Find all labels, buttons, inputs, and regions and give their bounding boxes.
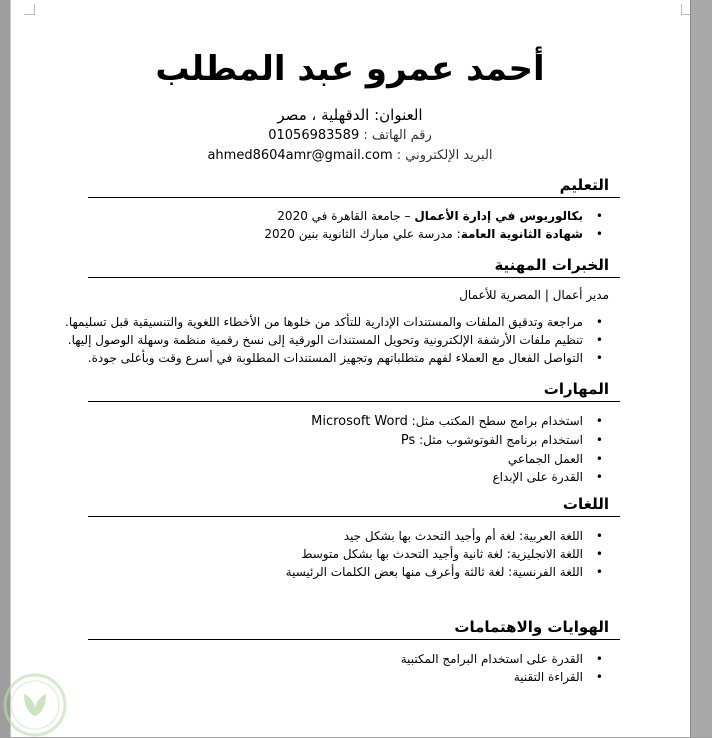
margin-corner-mark (24, 4, 35, 15)
address-line: العنوان: الدقهلية ، مصر (277, 106, 423, 124)
list-item: • تنظيم ملفات الأرشفة الإلكترونية وتحويل المستندات الورقية إلى نسخ رقمية منظمة وسهلة الوصول إليها. (67, 333, 603, 347)
list-item: • القراءة التقنية (513, 670, 603, 684)
list-item: • العمل الجماعي (507, 452, 603, 466)
hobbies-list (88, 650, 609, 686)
list-item: • استخدام برنامج الفوتوشوب مثل: Ps (400, 433, 603, 448)
languages-heading: اللغات (562, 495, 609, 513)
list-item: • اللغة العربية: لغة أم وأجيد التحدث بها بشكل جيد (343, 529, 603, 543)
list-item: • اللغة الانجليزية: لغة ثانية وأجيد التحدث بها بشكل متوسط (301, 547, 603, 561)
window-scrollbar[interactable] (690, 0, 712, 737)
skills-list (88, 412, 609, 486)
education-heading: التعليم (559, 176, 609, 194)
list-item: • استخدام برامج سطح المكتب مثل: Microsoft Word (311, 414, 603, 429)
experience-heading: الخبرات المهنية (494, 256, 609, 274)
phone-value: 01056983589 (268, 128, 360, 143)
experience-list (65, 313, 609, 367)
email-value: ahmed8604amr@gmail.com (207, 148, 393, 163)
hobbies-heading: الهوايات والاهتمامات (454, 618, 609, 636)
education-list (88, 207, 609, 243)
list-item: • القدرة على استخدام البرامج المكتبية (400, 652, 603, 666)
list-item: • بكالوريوس في إدارة الأعمال – جامعة القاهرة في 2020 (277, 209, 603, 223)
email-line (90, 147, 610, 165)
section-rule (88, 401, 620, 402)
section-rule (88, 197, 620, 198)
list-item: • شهادة الثانوية العامة: مدرسة علي مبارك الثانوية بنين 2020 (264, 227, 603, 241)
phone-line (90, 127, 610, 145)
list-item: • اللغة الفرنسية: لغة ثالثة وأعرف منها بعض الكلمات الرئيسية (285, 565, 603, 579)
khamsat-logo-icon (2, 672, 68, 738)
list-item: • التواصل الفعال مع العملاء لفهم متطلباتهم وتجهيز المستندات المطلوبة في أسرع وقت وبأعلى جودة. (87, 351, 603, 365)
job-position: مدير أعمال | المصرية للأعمال (459, 288, 609, 302)
languages-list (88, 527, 609, 581)
skills-heading: المهارات (543, 380, 609, 398)
resume-name: أحمد عمرو عبد المطلب (155, 49, 545, 89)
section-rule (88, 516, 620, 517)
list-item: • القدرة على الإبداع (492, 470, 603, 484)
email-label: البريد الإلكتروني : (396, 148, 493, 163)
section-rule (88, 639, 620, 640)
phone-label: رقم الهاتف : (363, 128, 432, 143)
section-rule (88, 277, 620, 278)
document-page (10, 0, 691, 737)
list-item: • مراجعة وتدقيق الملفات والمستندات الإدارية للتأكد من خلوها من الأخطاء اللغوية والتنسيقية قبل تسليمها. (65, 315, 603, 329)
